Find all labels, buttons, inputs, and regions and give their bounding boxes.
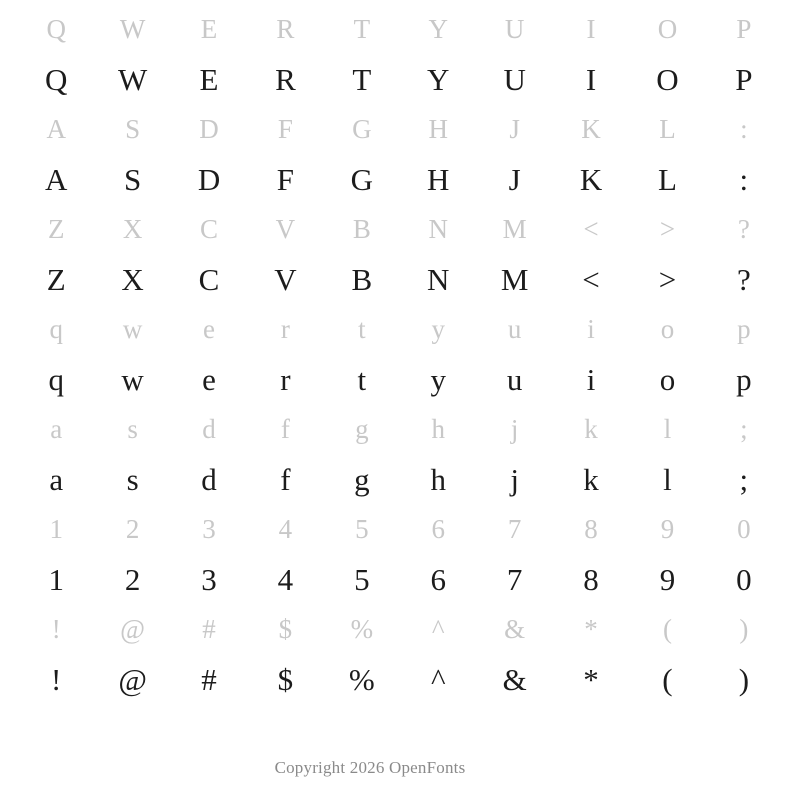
glyph-cell: 3 (201, 561, 217, 597)
glyph-cell: p (737, 313, 751, 344)
glyph-cell: K (579, 161, 603, 197)
glyph-cell: 9 (659, 561, 676, 597)
glyph-cell: o (659, 361, 676, 397)
glyph-cell: w (122, 313, 143, 344)
glyph-cell: ) (738, 661, 750, 697)
glyph-cell: u (506, 361, 523, 397)
glyph-cell: * (584, 613, 598, 644)
glyph-cell: A (46, 113, 66, 144)
glyph-row-light (0, 506, 800, 552)
glyph-cell: U (503, 61, 526, 97)
glyph-cell: d (201, 461, 217, 497)
glyph-cell: V (274, 261, 297, 297)
glyph-cell: 6 (430, 561, 446, 597)
glyph-cell: w (121, 361, 144, 397)
glyph-row-dark (0, 652, 800, 706)
glyph-row-dark (0, 452, 800, 506)
glyph-cell: P (736, 13, 752, 44)
glyph-cell: g (354, 461, 370, 497)
glyph-cell: W (119, 13, 146, 44)
glyph-cell: 6 (431, 513, 445, 544)
glyph-cell: % (350, 613, 374, 644)
glyph-cell: : (739, 161, 749, 197)
glyph-cell: I (585, 61, 597, 97)
glyph-cell: N (428, 213, 448, 244)
glyph-cell: S (123, 161, 142, 197)
glyph-cell: M (502, 213, 527, 244)
glyph-cell: E (199, 61, 219, 97)
glyph-cell: 3 (202, 513, 216, 544)
glyph-cell: t (358, 313, 366, 344)
glyph-cell: ( (662, 613, 672, 644)
glyph-cell: i (587, 313, 595, 344)
glyph-cell: ) (739, 613, 749, 644)
glyph-row-dark (0, 352, 800, 406)
glyph-cell: f (280, 461, 291, 497)
glyph-cell: * (583, 661, 599, 697)
glyph-cell: O (657, 13, 678, 44)
glyph-cell: 4 (277, 561, 294, 597)
glyph-cell: s (126, 461, 139, 497)
glyph-cell: j (510, 413, 519, 444)
glyph-cell: l (663, 413, 672, 444)
glyph-cell: h (430, 461, 446, 497)
glyph-cell: L (659, 113, 676, 144)
glyph-row-pair (0, 106, 800, 206)
glyph-row-pair (0, 306, 800, 406)
glyph-cell: ( (662, 661, 673, 697)
glyph-cell: g (355, 413, 369, 444)
glyph-cell: S (125, 113, 141, 144)
glyph-cell: j (510, 461, 519, 497)
glyph-cell: T (352, 61, 372, 97)
glyph-cell: P (735, 61, 753, 97)
glyph-cell: E (200, 13, 218, 44)
glyph-cell: R (275, 61, 296, 97)
glyph-cell: : (740, 113, 748, 144)
glyph-row-light (0, 206, 800, 252)
glyph-cell: < (583, 213, 599, 244)
glyph-cell: r (280, 313, 290, 344)
glyph-cell: ^ (431, 613, 445, 644)
glyph-cell: 7 (507, 513, 522, 544)
glyph-cell: D (197, 161, 221, 197)
glyph-cell: R (276, 13, 295, 44)
glyph-cell: 4 (278, 513, 293, 544)
glyph-cell: 9 (660, 513, 675, 544)
glyph-cell: Q (46, 13, 66, 44)
glyph-cell: ? (736, 261, 751, 297)
glyph-cell: B (352, 213, 371, 244)
glyph-cell: > (658, 261, 677, 297)
glyph-row-pair (0, 506, 800, 606)
glyph-cell: s (127, 413, 138, 444)
glyph-cell: C (198, 261, 220, 297)
glyph-cell: 8 (583, 561, 599, 597)
glyph-cell: G (350, 161, 374, 197)
glyph-cell: 7 (506, 561, 523, 597)
glyph-cell: q (48, 361, 64, 397)
glyph-row-light (0, 106, 800, 152)
glyph-cell: 1 (49, 513, 63, 544)
glyph-cell: q (49, 313, 63, 344)
glyph-cell: 8 (584, 513, 598, 544)
glyph-cell: p (736, 361, 752, 397)
glyph-cell: X (122, 213, 143, 244)
glyph-row-dark (0, 152, 800, 206)
glyph-cell: & (502, 661, 527, 697)
glyph-cell: ^ (430, 661, 446, 697)
glyph-cell: L (657, 161, 677, 197)
glyph-cell: o (660, 313, 675, 344)
glyph-cell: 2 (125, 513, 140, 544)
glyph-cell: H (428, 113, 448, 144)
glyph-cell: H (427, 161, 450, 197)
glyph-row-dark (0, 52, 800, 106)
glyph-cell: # (202, 613, 216, 644)
glyph-cell: I (586, 13, 596, 44)
glyph-cell: O (656, 61, 679, 97)
glyph-cell: N (427, 261, 450, 297)
glyph-row-dark (0, 552, 800, 606)
glyph-cell: $ (277, 661, 294, 697)
glyph-cell: Y (427, 61, 450, 97)
glyph-cell: e (203, 313, 215, 344)
glyph-cell: k (584, 413, 598, 444)
glyph-row-pair (0, 406, 800, 506)
glyph-cell: D (199, 113, 219, 144)
glyph-row-dark (0, 252, 800, 306)
glyph-row-pair (0, 606, 800, 706)
glyph-cell: t (357, 361, 367, 397)
glyph-cell: # (201, 661, 217, 697)
glyph-cell: < (582, 261, 600, 297)
glyph-cell: B (351, 261, 373, 297)
glyph-cell: 2 (124, 561, 141, 597)
glyph-cell: $ (278, 613, 293, 644)
glyph-cell: M (500, 261, 529, 297)
glyph-cell: i (586, 361, 596, 397)
glyph-cell: y (431, 313, 445, 344)
glyph-cell: 0 (737, 513, 751, 544)
glyph-cell: Z (47, 213, 65, 244)
glyph-cell: e (202, 361, 216, 397)
glyph-cell: J (508, 161, 521, 197)
glyph-cell: J (509, 113, 520, 144)
glyph-cell: G (352, 113, 372, 144)
glyph-cell: 5 (354, 561, 370, 597)
glyph-cell: h (431, 413, 445, 444)
glyph-cell: 0 (736, 561, 752, 597)
glyph-row-light (0, 606, 800, 652)
glyph-cell: u (507, 313, 522, 344)
glyph-cell: & (504, 613, 526, 644)
glyph-cell: > (659, 213, 676, 244)
glyph-cell: Q (45, 61, 68, 97)
glyph-cell: C (200, 213, 219, 244)
glyph-cell: Y (428, 13, 448, 44)
glyph-cell: X (121, 261, 144, 297)
glyph-cell: d (202, 413, 216, 444)
glyph-cell: @ (118, 661, 147, 697)
glyph-cell: % (348, 661, 375, 697)
glyph-cell: U (504, 13, 525, 44)
glyph-row-light (0, 306, 800, 352)
glyph-cell: ; (739, 461, 749, 497)
glyph-row-light (0, 406, 800, 452)
glyph-cell: 1 (48, 561, 64, 597)
copyright-notice: Copyright 2026 OpenFonts (274, 758, 466, 777)
glyph-cell: ! (51, 613, 61, 644)
glyph-cell: A (45, 161, 68, 197)
glyph-row-pair (0, 6, 800, 106)
glyph-cell: f (280, 413, 290, 444)
glyph-row-light (0, 6, 800, 52)
glyph-cell: 5 (355, 513, 369, 544)
glyph-cell: y (430, 361, 446, 397)
glyph-cell: T (353, 13, 371, 44)
glyph-cell: a (50, 413, 63, 444)
glyph-cell: F (276, 161, 295, 197)
glyph-cell: ; (740, 413, 748, 444)
glyph-row-pair (0, 206, 800, 306)
glyph-cell: ! (51, 661, 62, 697)
glyph-cell: a (49, 461, 64, 497)
glyph-cell: k (583, 461, 599, 497)
glyph-cell: l (663, 461, 672, 497)
glyph-cell: Z (46, 261, 66, 297)
glyph-cell: K (581, 113, 601, 144)
glyph-cell: F (277, 113, 293, 144)
glyph-cell: W (117, 61, 148, 97)
glyph-cell: V (275, 213, 296, 244)
glyph-cell: ? (737, 213, 750, 244)
glyph-cell: @ (120, 613, 146, 644)
glyph-cell: r (280, 361, 291, 397)
